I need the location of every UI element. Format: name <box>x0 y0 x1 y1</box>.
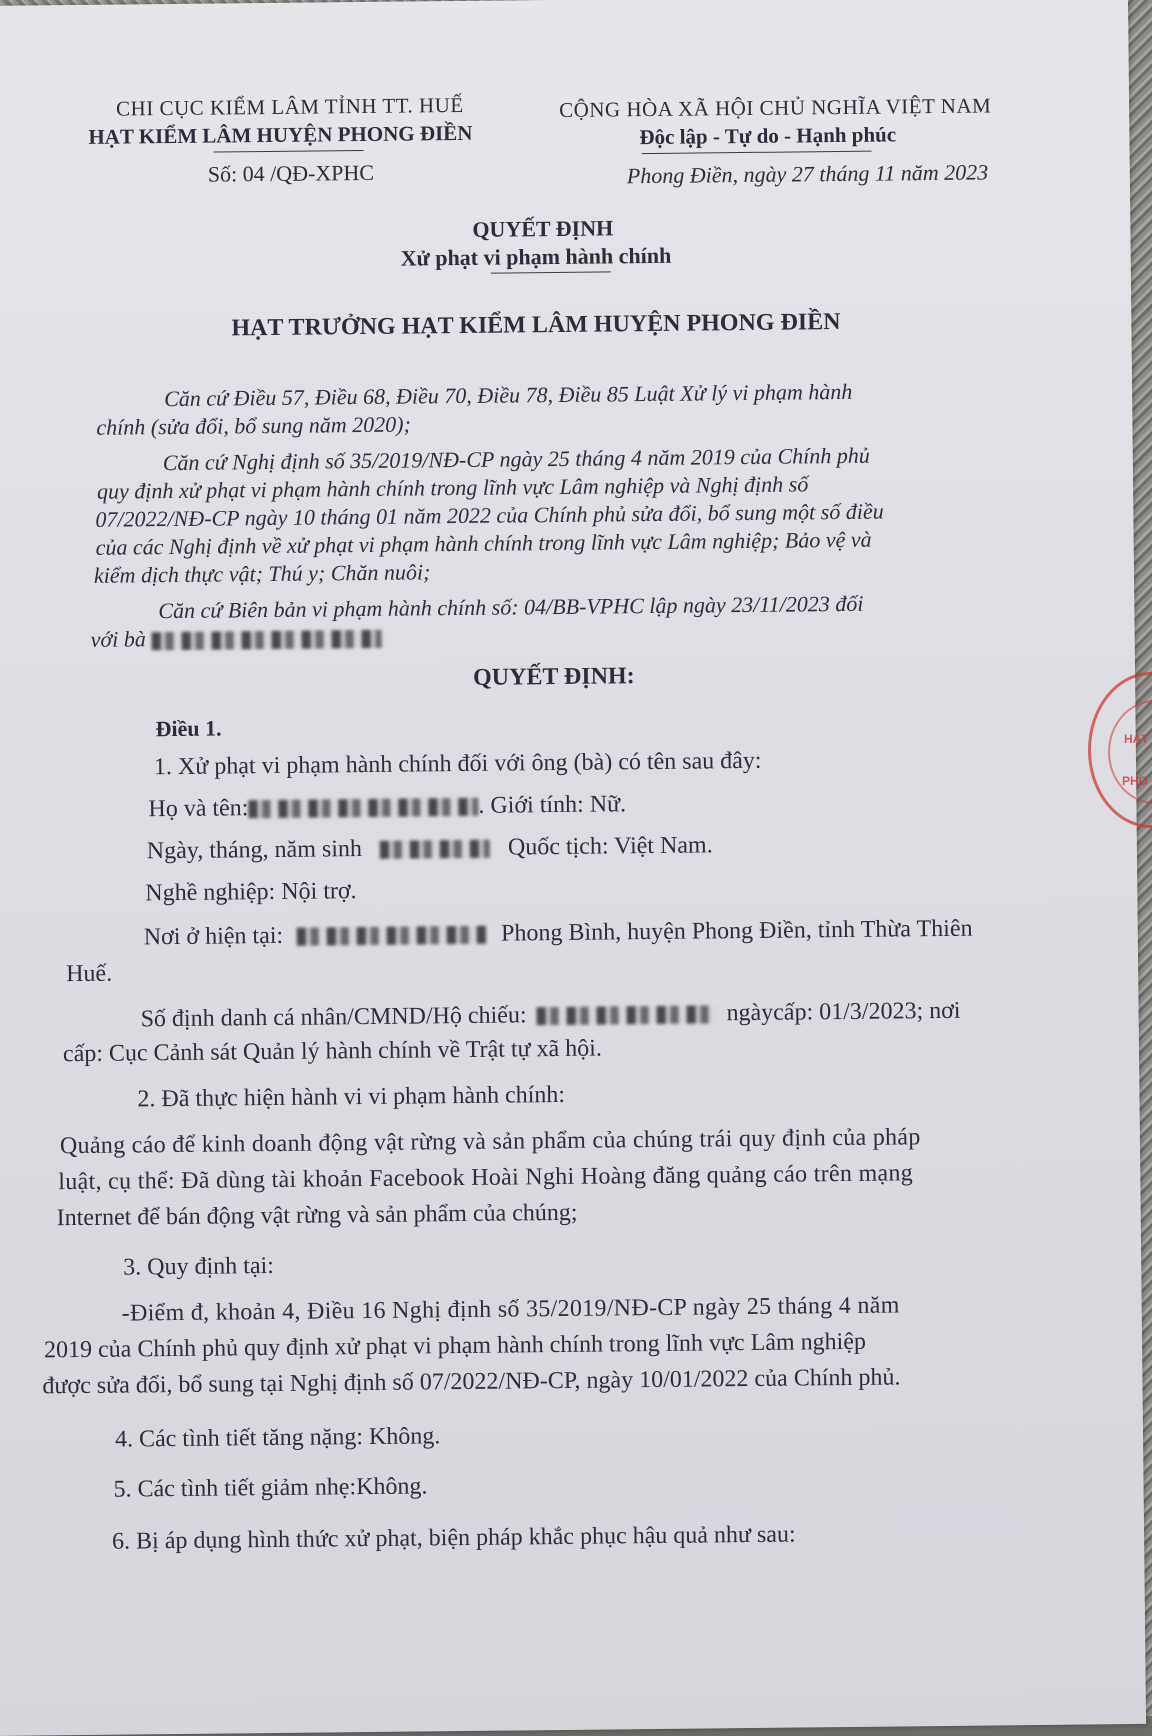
residence-row <box>144 916 973 952</box>
id-label: Số định danh cá nhân/CMND/Hộ chiếu: <box>140 1002 527 1033</box>
motto-underline <box>642 151 872 154</box>
article-1-item-6: 6. Bị áp dụng hình thức xử phạt, biện pháp khắc phục hậu quả như sau: <box>111 1521 796 1555</box>
basis-2-line-3: 07/2022/NĐ-CP ngày 10 tháng 01 năm 2022 của Chính phủ sửa đổi, bổ sung một số điều <box>95 498 884 532</box>
regulation-line-3: được sửa đổi, bổ sung tại Nghị định số 07/2022/NĐ-CP, ngày 10/01/2022 của Chính phủ. <box>42 1364 901 1400</box>
agency-line-1: CHI CỤC KIỂM LÂM TỈNH TT. HUẾ <box>115 92 464 121</box>
dob-row <box>147 832 713 865</box>
redacted-name <box>151 630 381 650</box>
document-subtitle: Xử phạt vi phạm hành chính <box>400 242 672 271</box>
redacted-dob <box>380 840 490 859</box>
article-1-item-2: 2. Đã thực hiện hành vi vi phạm hành chính: <box>137 1081 566 1113</box>
basis-3-line-2: với bà <box>91 624 382 653</box>
nationality-value: Quốc tịch: Việt Nam. <box>507 832 713 861</box>
redacted-address <box>297 926 487 946</box>
basis-2-line-5: kiểm dịch thực vật; Thú y; Chăn nuôi; <box>93 559 431 588</box>
dob-label: Ngày, tháng, năm sinh <box>146 836 363 865</box>
agency-line-2: HẠT KIỂM LÂM HUYỆN PHONG ĐIỀN <box>88 120 473 149</box>
basis-1-line-1: Căn cứ Điều 57, Điều 68, Điều 70, Điều 78, Điều 85 Luật Xử lý vi phạm hành <box>163 378 853 412</box>
document-title: QUYẾT ĐỊNH <box>472 215 614 242</box>
national-motto: Độc lập - Tự do - Hạnh phúc <box>639 122 897 150</box>
occupation: Nghề nghiệp: Nội trợ. <box>145 878 357 907</box>
article-1-heading: Điều 1. <box>155 715 222 742</box>
violation-line-3: Internet để bán động vật rừng và sản phẩm của chúng; <box>56 1199 578 1232</box>
basis-3-line-1: Căn cứ Biên bản vi phạm hành chính số: 04/BB-VPHC lập ngày 23/11/2023 đối <box>158 590 864 624</box>
article-1-item-1: 1. Xử phạt vi phạm hành chính đối với ông (bà) có tên sau đây: <box>153 747 762 781</box>
residence-label: Nơi ở hiện tại: <box>143 922 284 951</box>
issuing-authority: HẠT TRƯỞNG HẠT KIỂM LÂM HUYỆN PHONG ĐIỀN <box>231 309 841 342</box>
gender-value: . Giới tính: Nữ. <box>478 791 627 819</box>
stamp-text-2: PHO <box>1122 774 1149 788</box>
regulation-line-1: -Điểm đ, khoản 4, Điều 16 Nghị định số 35/2019/NĐ-CP ngày 25 tháng 4 năm <box>121 1292 900 1327</box>
subtitle-underline <box>491 271 611 273</box>
id-issue-place: cấp: Cục Cảnh sát Quản lý hành chính về Trật tự xã hội. <box>62 1035 603 1068</box>
basis-2-line-4: của các Nghị định về xử phạt vi phạm hành chính trong lĩnh vực Lâm nghiệp; Bảo vệ và <box>95 526 872 560</box>
name-label: Họ và tên: <box>148 795 249 823</box>
place-date: Phong Điền, ngày 27 tháng 11 năm 2023 <box>626 159 989 189</box>
violation-line-2: luật, cụ thể: Đã dùng tài khoản Facebook Hoài Nghi Hoàng đăng quảng cáo trên mạng <box>58 1160 914 1196</box>
basis-2-line-1: Căn cứ Nghị định số 35/2019/NĐ-CP ngày 25 tháng 4 năm 2019 của Chính phủ <box>162 442 870 476</box>
residence-value-cont: Huế. <box>66 960 113 988</box>
id-issue-date: ngàycấp: 01/3/2023; nơi <box>726 997 961 1027</box>
basis-1-line-2: chính (sửa đổi, bổ sung năm 2020); <box>96 411 412 440</box>
residence-value: Phong Bình, huyện Phong Điền, tỉnh Thừa Thiên <box>500 915 973 947</box>
article-1-item-3: 3. Quy định tại: <box>123 1252 275 1281</box>
basis-2-line-2: quy định xử phạt vi phạm hành chính trong lĩnh vực Lâm nghiệp và Nghị định số <box>96 471 809 504</box>
article-1-item-4: 4. Các tình tiết tăng nặng: Không. <box>114 1423 441 1453</box>
decision-heading: QUYẾT ĐỊNH: <box>472 663 635 691</box>
violation-line-1: Quảng cáo để kinh doanh động vật rừng và sản phẩm của chúng trái quy định của pháp <box>59 1124 921 1160</box>
agency-underline <box>214 150 364 153</box>
name-row <box>148 791 626 823</box>
regulation-line-2: 2019 của Chính phủ quy định xử phạt vi phạm hành chính trong lĩnh vực Lâm nghiệp <box>43 1328 867 1364</box>
redacted-id-number <box>536 1006 716 1026</box>
document-number: Số: 04 /QĐ-XPHC <box>207 159 375 187</box>
article-1-item-5: 5. Các tình tiết giảm nhẹ:Không. <box>113 1473 428 1503</box>
redacted-full-name <box>248 798 478 818</box>
stamp-text-1: HẠT <box>1124 732 1149 746</box>
nation-title: CỘNG HÒA XÃ HỘI CHỦ NGHĨA VIỆT NAM <box>558 93 992 122</box>
id-row <box>140 998 960 1034</box>
